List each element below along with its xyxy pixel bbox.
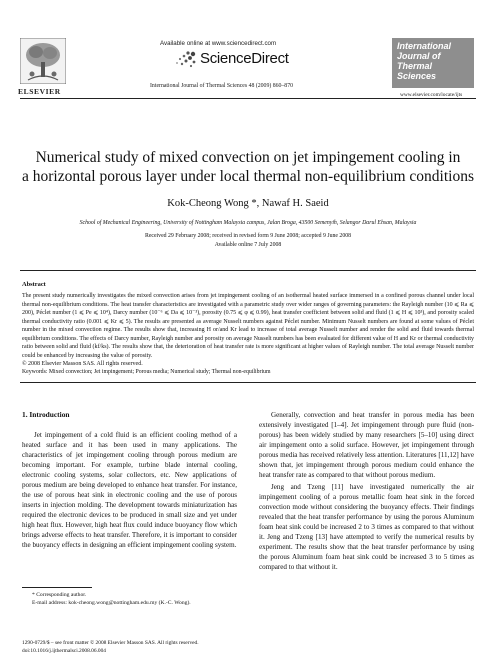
journal-url-link[interactable]: www.elsevier.com/locate/ijts [400,92,463,98]
section-heading: 1. Introduction [22,410,70,419]
sciencedirect-wordmark: ScienceDirect [200,50,289,67]
abstract-copyright: © 2008 Elsevier Masson SAS. All rights reserved. [22,361,143,367]
abstract-text: The present study numerically investigates the mixed convection arises from jet impingement cooling of an isothermal heated surface immersed in a confined porous channel under local thermal non-equilibrium conditions. The heat transfer characteristics are investigated with a parametric study over wider ranges of governing parameters: the Rayleigh number (10 ⩽ Ra ⩽ 200), Péclet number (1 ⩽ Pe ⩽ 10⁴), Darcy number (10⁻⁶ ⩽ Da ⩽ 10⁻³), porosity (0.75 ⩽ φ ⩽ 0.99), heat transfer coefficient between solid and fluid (1 ⩽ H ⩽ 10³), and porosity scaled thermal conductivity ratio (0.001 ⩽ Kr ⩽ 5). The results are presented as average Nusselt numbers against Péclet number. Minimum Nusselt numbers are found at some values of Péclet number in the mixed convection regime. The results show that, increasing H or/and Kr lead to increase of total average Nusselt number and render the solid and fluid towards thermal equilibrium conditions. The effects of Darcy number, Rayleigh number and porosity on average Nusselt numbers has been evaluated for different value of H and Kr or thermal conductivity ratio between solid and fluid (kf/ks). The results show that, the deterioration of heat transfer rate is more significant at higher values of Rayleigh number. The total average Nusselt number could be enhanced by increasing the value of porosity. [22,293,474,359]
body-paragraph: Jet impingement of a cold fluid is an efficient cooling method of a heated surface and it has been used in many applications. The characteristics of jet impingement cooling through porous medium are becoming important. For example, turbine blade internal cooling, electronic cooling systems, solar collectors, etc. New applications of porous medium are being developed to enhance heat transfer. For instance, the use of porous heat sink in electronic cooling and the use of porous inserts in injection molding. The development towards miniaturization has required the electronic devices to be produced in small size and yet under high heat flux. However, high heat flux could induce buoyancy flow which brings adverse effects to heat transfer. Therefore, it is important to consider the buoyancy effects in designing an efficient impingement cooling system. [22,431,237,549]
article-title [20,148,476,186]
received-dates: Received 29 February 2008; received in revised form 9 June 2008; accepted 9 June 2008 [144,233,352,239]
left-column [22,410,237,550]
journal-logo [392,38,474,88]
journal-citation: International Journal of Thermal Sciences 48 (2009) 860–870 [150,83,294,89]
sciencedirect-dots-icon [172,50,198,70]
right-column [259,410,474,572]
abstract-heading: Abstract [22,281,46,288]
article-dates [20,232,476,250]
keywords: Keywords: Mixed convection; Jet impingement; Porous media; Numerical study; Thermal non-equilibrium [22,369,271,375]
journal-header [0,0,496,100]
available-online-text: Available online at www.sciencedirect.com [160,40,277,47]
author-list: Kok-Cheong Wong *, Nawaf H. Saeid [167,198,329,209]
doi-link[interactable]: doi:10.1016/j.ijthermalsci.2008.06.004 [22,647,106,654]
journal-logo-line: Thermal [397,61,433,71]
available-online-date: Available online 7 July 2008 [214,242,282,248]
issn-block [22,640,199,655]
header-divider [20,98,476,99]
author-email[interactable]: E-mail address: kok-cheong.wong@nottingham.edu.my (K.-C. Wong). [32,600,191,606]
abstract-top-rule [20,270,476,271]
abstract-bottom-rule [20,382,476,383]
elsevier-wordmark: ELSEVIER [18,87,61,96]
footnote [22,591,191,607]
title-line: Numerical study of mixed convection on jet impingement cooling in [35,149,461,166]
footnote-divider [22,587,92,588]
title-line: a horizontal porous layer under local thermal non-equilibrium conditions [22,168,474,185]
journal-logo-line: Journal of [397,51,441,61]
issn-line: 1290-0729/$ – see front matter © 2008 Elsevier Masson SAS. All rights reserved. [22,640,199,646]
journal-logo-line: Sciences [397,71,437,81]
abstract-body [22,292,474,369]
elsevier-tree-logo [20,38,66,84]
corresponding-author-note: * Corresponding author. [32,592,87,598]
body-paragraph: Jeng and Tzeng [11] have investigated numerically the air impingement cooling of a porous metallic foam heat sink in the forced convection mode without considering the buoyancy effects. Their findings revealed that the heat transfer performance by using the porous Aluminum foam heat sink could be increased 2 to 3 times as compared to that without it. Jeng and Tzeng [13] have attempted to verify the numerical results by experiment. The results show that the heat transfer performance by using the porous Aluminum foam heat sink could be increased 3 to 5 times as compared to that without it. [259,483,474,571]
author-affiliation: School of Mechanical Engineering, University of Nottingham Malaysia campus, Jalan Broga, 43500 Semenyih, Selangor Darul Ehsan, Malaysia [79,220,417,226]
body-paragraph: Generally, convection and heat transfer in porous media has been extensively investigated [1–4]. Jet impingement through pure fluid (non-porous) has been widely studied by many researchers [5–10] using direct air impingement onto a solid surface. However, jet impingement through porous media has received relatively less attention. Literatures [11,12] have shown that, jet impingement through porous medium could enhance the heat transfer rate as compared to that without porous medium. [259,411,474,479]
journal-logo-line: International [397,41,452,51]
